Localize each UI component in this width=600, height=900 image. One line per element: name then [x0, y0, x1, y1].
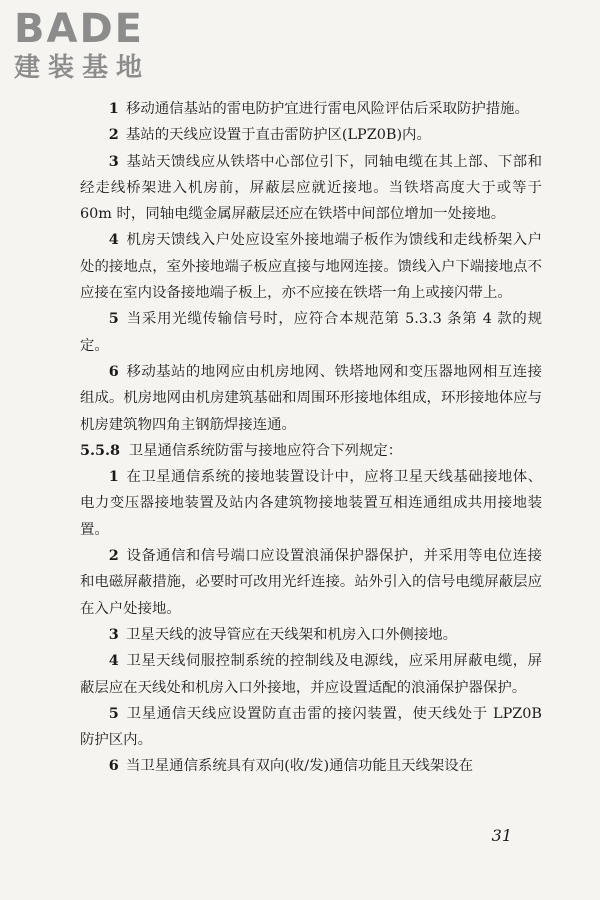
paragraph: [80, 306, 542, 359]
paragraph: [80, 227, 542, 306]
item-number: 4: [108, 652, 119, 670]
item-number: 6: [108, 757, 119, 775]
paragraph: [80, 464, 542, 543]
clause-text: 卫星通信系统防雷与接地应符合下列规定：: [128, 442, 403, 459]
clause-number: 5.5.8: [80, 441, 121, 459]
paragraph-text: 移动基站的地网应由机房地网、铁塔地网和变压器地网相互连接组成。机房地网由机房建筑基础和周围环形接地体组成，环形接地体应与机房建筑物四角主钢筋焊接连通。: [80, 363, 542, 433]
item-number: 6: [108, 362, 119, 380]
item-number: 2: [108, 547, 119, 565]
paragraph-text: 当采用光缆传输信号时，应符合本规范第 5.3.3 条第 4 款的规定。: [80, 311, 542, 354]
clause-heading: [80, 438, 542, 464]
paragraph: [80, 122, 542, 148]
paragraph-text: 基站天馈线应从铁塔中心部位引下，同轴电缆在其上部、下部和经走线桥架进入机房前，屏蔽层应就近接地。当铁塔高度大于或等于 60m 时，同轴电缆金属屏蔽层还应在铁塔中间部位增加一处接地。: [80, 153, 542, 223]
item-number: 2: [108, 126, 119, 144]
paragraph-text: 卫星通信天线应设置防直击雷的接闪装置，使天线处于 LPZ0B 防护区内。: [80, 705, 542, 749]
paragraph: [80, 96, 542, 122]
document-body: [80, 96, 542, 780]
paragraph-text: 移动通信基站的雷电防护宜进行雷电风险评估后采取防护措施。: [126, 101, 529, 117]
paragraph: [80, 648, 542, 701]
paragraph-text: 当卫星通信系统具有双向(收/发)通信功能且天线架设在: [126, 758, 474, 775]
brand-logo: [14, 6, 150, 84]
logo-subtitle: 建装基地: [14, 53, 151, 83]
item-number: 5: [108, 704, 119, 722]
item-number: 5: [108, 310, 119, 328]
item-number: 1: [108, 100, 119, 117]
paragraph-text: 在卫星通信系统的接地装置设计中，应将卫星天线基础接地体、电力变压器接地装置及站内各建筑物接地装置互相连通组成共用接地装置。: [80, 469, 542, 538]
paragraph: [80, 359, 542, 438]
paragraph-text: 卫星天线的波导管应在天线架和机房入口外侧接地。: [126, 626, 457, 643]
item-number: 1: [108, 468, 119, 486]
paragraph: [80, 543, 542, 622]
item-number: 3: [108, 625, 119, 643]
paragraph-text: 基站的天线应设置于直击雷防护区(LPZ0B)内。: [126, 127, 431, 144]
item-number: 3: [108, 152, 119, 170]
page-number: 31: [491, 826, 512, 845]
paragraph: [80, 149, 542, 228]
paragraph: [80, 701, 542, 754]
paragraph-text: 机房天馈线入户处应设室外接地端子板作为馈线和走线桥架入户处的接地点，室外接地端子板应直接与地网连接。馈线入户下端接地点不应接在室内设备接地端子板上，亦不应接在铁塔一角上或接闪带上。: [80, 232, 542, 302]
paragraph-text: 设备通信和信号端口应设置浪涌保护器保护，并采用等电位连接和电磁屏蔽措施，必要时可改用光纤连接。站外引入的信号电缆屏蔽层应在入户处接地。: [80, 548, 542, 617]
paragraph-text: 卫星天线伺服控制系统的控制线及电源线，应采用屏蔽电缆，屏蔽层应在天线处和机房入口外接地，并应设置适配的浪涌保护器保护。: [80, 653, 542, 696]
paragraph: [80, 622, 542, 648]
item-number: 4: [108, 231, 119, 249]
paragraph: [80, 753, 542, 779]
logo-wordmark: BADE: [14, 6, 144, 52]
